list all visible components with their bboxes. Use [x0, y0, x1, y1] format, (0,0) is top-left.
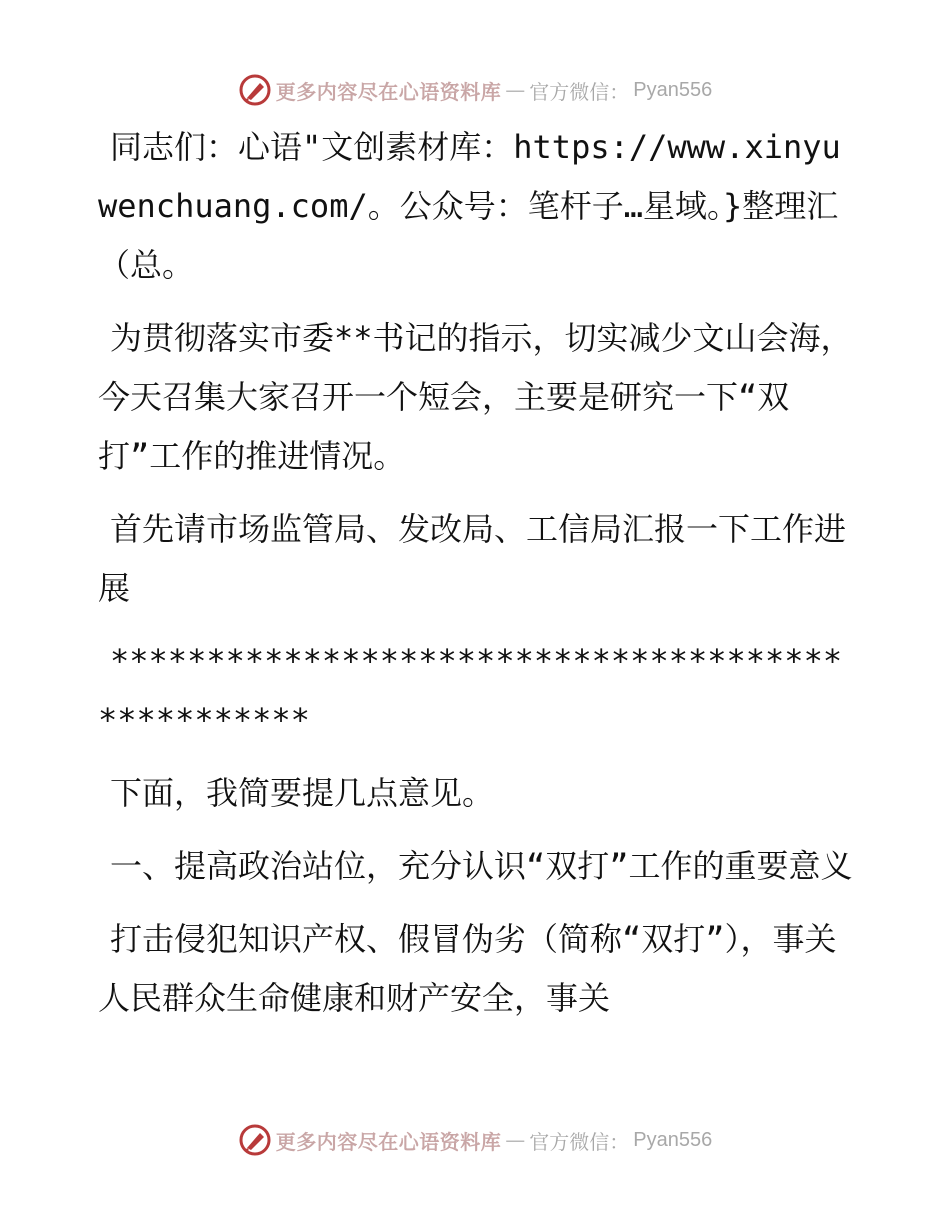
- footer-watermark: [0, 1120, 950, 1160]
- watermark-brand: 更多内容尽在心语资料库: [275, 1129, 502, 1154]
- pen-logo-icon: [238, 73, 272, 107]
- document-body: [98, 118, 858, 1042]
- watermark-brand: 更多内容尽在心语资料库: [275, 79, 502, 104]
- paragraph-intro: 为贯彻落实市委**书记的指示，切实减少文山会海，今天召集大家召开一个短会，主要是研究一下“双打”工作的推进情况。: [98, 319, 853, 475]
- paragraph-request: 首先请市场监管局、发改局、工信局汇报一下工作进展: [98, 510, 847, 607]
- watermark-contact-id: Pyan556: [633, 78, 713, 101]
- watermark-contact-label: 官方微信：: [529, 79, 630, 104]
- watermark-contact-id: Pyan556: [633, 1128, 713, 1151]
- paragraph-separator-stars: *************************************************: [98, 642, 843, 739]
- paragraph-greeting: 同志们：心语"文创素材库：https://www.xinyuwenchuang.com/。公众号：笔杆子…星域。}整理汇（总。: [98, 128, 841, 284]
- watermark-contact-label: 官方微信：: [529, 1129, 630, 1154]
- watermark-separator: —: [505, 78, 526, 102]
- header-watermark: [0, 70, 950, 110]
- paragraph-section-1-body: 打击侵犯知识产权、假冒伪劣（简称“双打”），事关人民群众生命健康和财产安全，事关: [98, 920, 837, 1017]
- pen-logo-icon: [238, 1123, 272, 1157]
- paragraph-opinions: 下面，我简要提几点意见。: [110, 774, 495, 812]
- watermark-separator: —: [505, 1128, 526, 1152]
- section-heading-1: 一、提高政治站位，充分认识“双打”工作的重要意义: [110, 847, 853, 885]
